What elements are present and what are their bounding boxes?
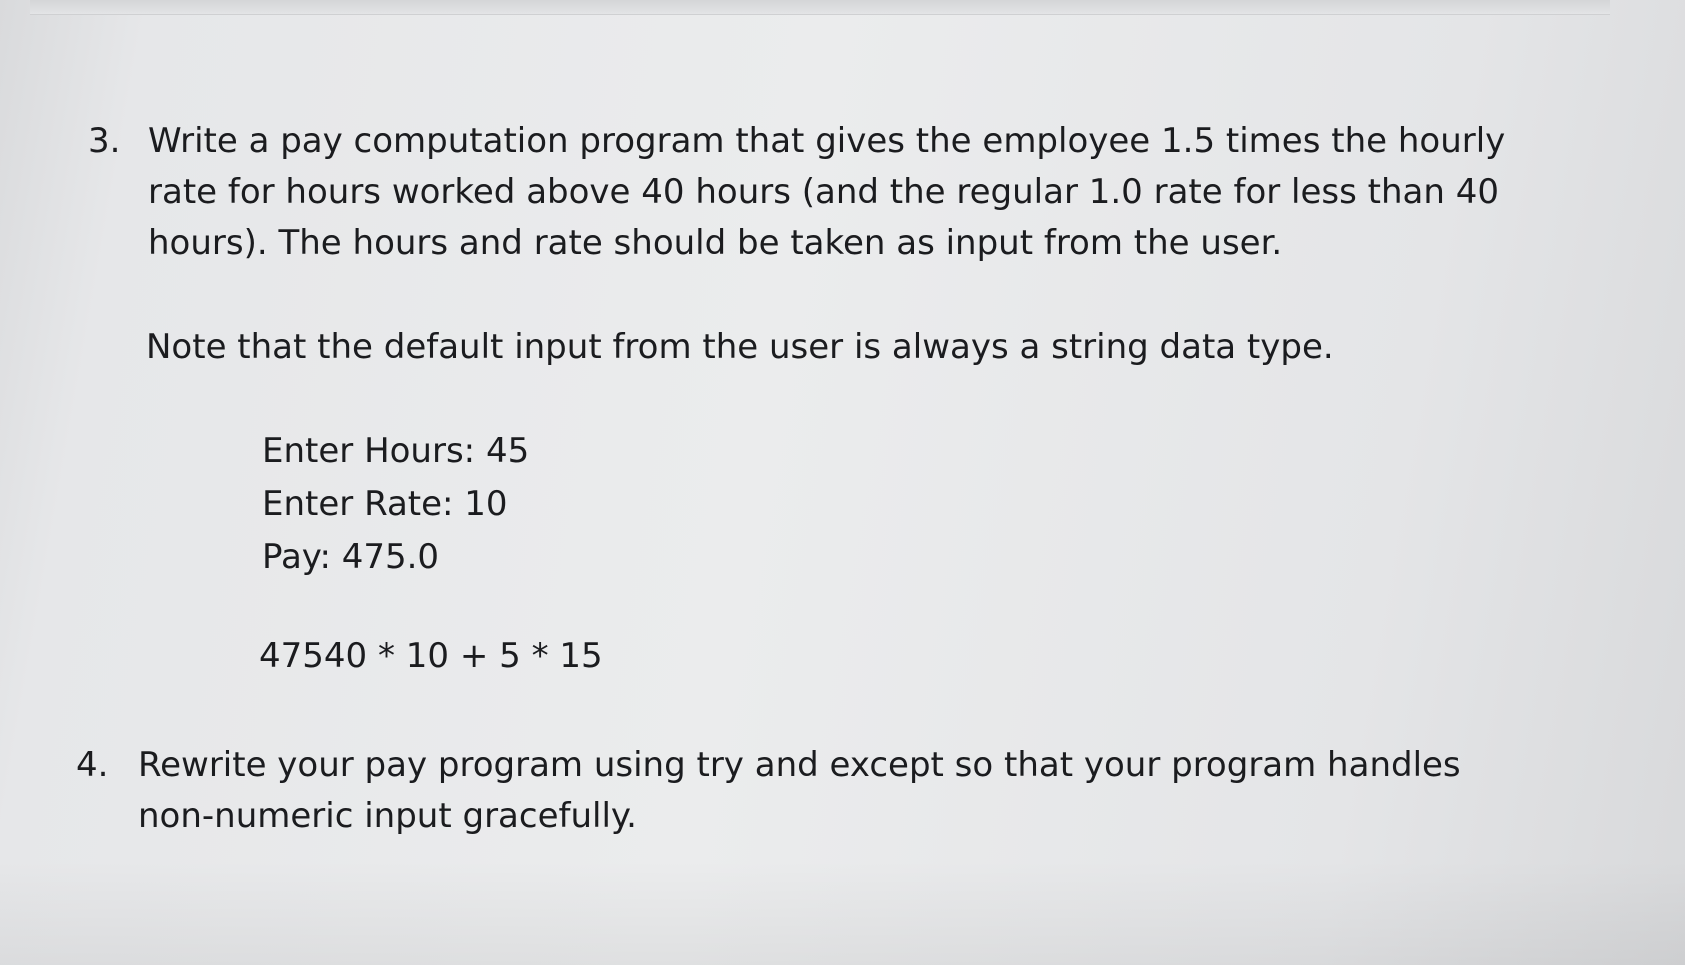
exercise-3-line-1: Write a pay computation program that gives the employee 1.5 times the hourly <box>148 121 1506 161</box>
exercise-4-line-1: Rewrite your pay program using try and except so that your program handles <box>138 745 1461 785</box>
sample-hours-line: Enter Hours: 45 <box>262 431 530 471</box>
exercise-4-text <box>138 740 1516 842</box>
sample-run <box>262 425 529 584</box>
exercise-3 <box>88 116 1528 269</box>
bottom-shadow <box>0 860 1685 965</box>
calculation-line: 47540 * 10 + 5 * 15 <box>259 636 603 676</box>
exercise-3-text <box>148 116 1528 269</box>
exercise-4-line-2: non-numeric input gracefully. <box>138 796 637 836</box>
sample-pay-line: Pay: 475.0 <box>262 537 440 577</box>
exercise-3-line-3: hours). The hours and rate should be taken as input from the user. <box>148 223 1283 263</box>
sample-rate-line: Enter Rate: 10 <box>262 484 508 524</box>
exercise-4 <box>76 740 1516 842</box>
paper-top-edge <box>30 0 1610 15</box>
string-input-note: Note that the default input from the user is always a string data type. <box>146 327 1334 367</box>
exercise-4-number: 4. <box>76 745 109 785</box>
exercise-3-line-2: rate for hours worked above 40 hours (and the regular 1.0 rate for less than 40 <box>148 172 1499 212</box>
exercise-3-number: 3. <box>88 121 121 161</box>
